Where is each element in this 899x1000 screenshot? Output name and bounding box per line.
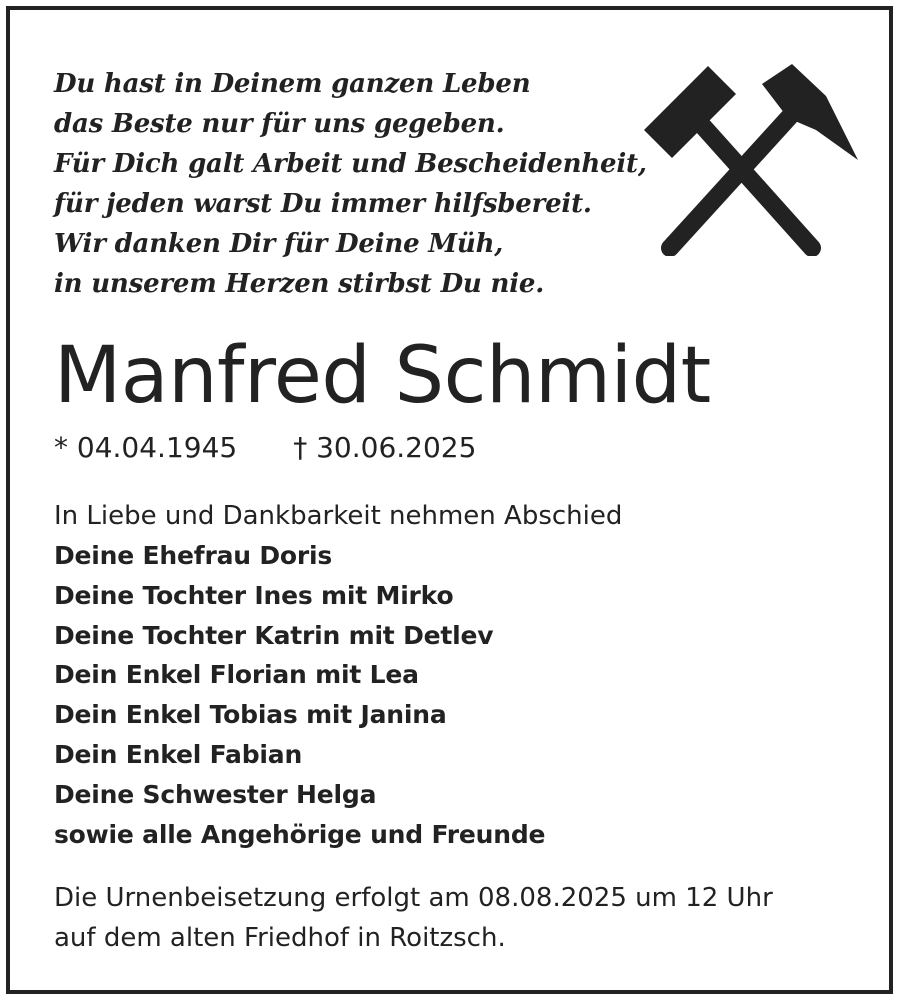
mourner-name: Dein Enkel Florian mit Lea (54, 660, 419, 690)
mourner-name: Dein Enkel Tobias mit Janina (54, 700, 447, 730)
mourner-name: Dein Enkel Fabian (54, 739, 303, 769)
death-date: † 30.06.2025 (293, 431, 477, 464)
mourner-name: Deine Ehefrau Doris (54, 541, 333, 570)
obituary-frame (6, 6, 893, 994)
burial-line: auf dem alten Friedhof in Roitzsch. (54, 923, 506, 953)
mourners-list (54, 496, 622, 854)
mourner-name: sowie alle Angehörige und Freunde (54, 819, 546, 849)
poem-line: in unserem Herzen stirbst Du nie. (54, 269, 545, 299)
mourner-name: Deine Tochter Katrin mit Detlev (54, 620, 494, 650)
mourner-name: Deine Tochter Ines mit Mirko (54, 580, 454, 610)
hammer-and-pick-icon (630, 56, 860, 256)
burial-line: Die Urnenbeisetzung erfolgt am 08.08.2025 um 12 Uhr (54, 883, 773, 913)
mourners-intro: In Liebe und Dankbarkeit nehmen Abschied (54, 501, 623, 531)
mourner-name: Deine Schwester Helga (54, 779, 377, 809)
poem-line: Du hast in Deinem ganzen Leben (54, 69, 531, 99)
poem-line: das Beste nur für uns gegeben. (54, 109, 505, 139)
poem-line: Wir danken Dir für Deine Müh, (54, 229, 504, 259)
memorial-poem (54, 64, 647, 304)
deceased-name: Manfred Schmidt (54, 331, 711, 421)
poem-line: für jeden warst Du immer hilfsbereit. (54, 189, 592, 219)
poem-line: Für Dich galt Arbeit und Bescheidenheit, (54, 149, 647, 179)
burial-notice (54, 878, 773, 958)
birth-date: * 04.04.1945 (54, 431, 238, 464)
life-dates (54, 428, 476, 468)
